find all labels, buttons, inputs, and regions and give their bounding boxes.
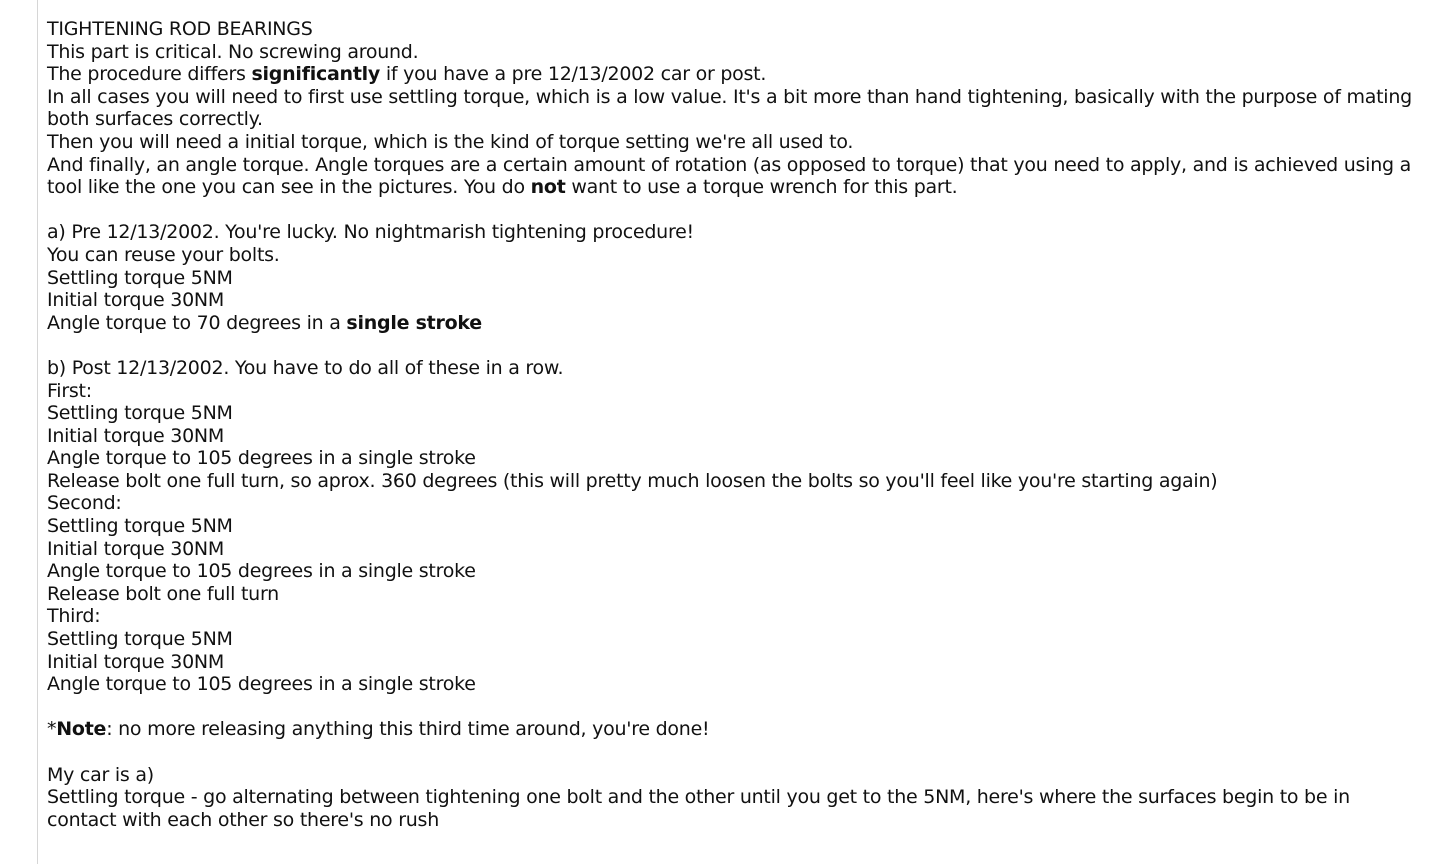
section-b-second-angle: Angle torque to 105 degrees in a single stroke <box>47 560 476 583</box>
note-prefix: * <box>47 718 57 741</box>
section-b-third-initial: Initial torque 30NM <box>47 650 225 673</box>
spacer <box>47 696 1417 719</box>
section-b-first-label: First: <box>47 379 92 402</box>
intro-line-1: This part is critical. No screwing around. <box>47 40 419 63</box>
section-a-emphasis-single-stroke: single stroke <box>346 311 482 334</box>
intro-line-2 <box>47 63 1417 86</box>
left-border-rule <box>37 0 38 864</box>
section-a-reuse: You can reuse your bolts. <box>47 243 280 266</box>
note-text: : no more releasing anything this third time around, you're done! <box>106 718 710 741</box>
section-b-third-label: Third: <box>47 605 101 628</box>
intro-emphasis-significantly: significantly <box>251 63 381 86</box>
note-line <box>47 718 1417 741</box>
post-title: TIGHTENING ROD BEARINGS <box>47 18 313 40</box>
intro-emphasis-not: not <box>530 176 566 199</box>
intro-line-4: Then you will need a initial torque, which is the kind of torque setting we're all used to. <box>47 130 854 153</box>
intro-line-3: In all cases you will need to first use settling torque, which is a low value. It's a bit more than hand tightening, basically with the purpose of mating both surfaces correctly. <box>47 85 1412 131</box>
section-b-heading: b) Post 12/13/2002. You have to do all of these in a row. <box>47 356 564 379</box>
section-b-third-settling: Settling torque 5NM <box>47 628 233 651</box>
spacer <box>47 741 1417 764</box>
intro-line-5-start: And finally, an angle torque. Angle torques are a certain amount of rotation (as opposed to torque) that you need to apply, and is achieved using a tool like the one you can see in the pictures. You do <box>47 153 1411 199</box>
post-body <box>47 18 1417 831</box>
section-b-second-settling: Settling torque 5NM <box>47 515 233 538</box>
section-b-first-release: Release bolt one full turn, so aprox. 360 degrees (this will pretty much loosen the bolts so you'll feel like you're starting again) <box>47 469 1218 492</box>
section-b-third-angle: Angle torque to 105 degrees in a single stroke <box>47 673 476 696</box>
section-b-second-label: Second: <box>47 492 122 515</box>
spacer <box>47 334 1417 357</box>
intro-line-5-end: want to use a torque wrench for this part. <box>565 176 958 199</box>
note-label: Note <box>56 718 107 741</box>
section-a-heading: a) Pre 12/13/2002. You're lucky. No nightmarish tightening procedure! <box>47 221 694 244</box>
section-a-angle <box>47 312 1417 335</box>
mycar-line-1: My car is a) <box>47 763 154 786</box>
section-b-first-settling: Settling torque 5NM <box>47 402 233 425</box>
section-b-first-angle: Angle torque to 105 degrees in a single stroke <box>47 447 476 470</box>
section-b-second-release: Release bolt one full turn <box>47 582 279 605</box>
section-b-second-initial: Initial torque 30NM <box>47 537 225 560</box>
spacer <box>47 199 1417 222</box>
intro-line-5 <box>47 154 1417 199</box>
section-a-angle-text: Angle torque to 70 degrees in a <box>47 311 347 334</box>
section-a-initial: Initial torque 30NM <box>47 289 225 312</box>
section-b-first-initial: Initial torque 30NM <box>47 424 225 447</box>
section-a-settling: Settling torque 5NM <box>47 266 233 289</box>
intro-line-2-start: The procedure differs <box>47 63 252 86</box>
mycar-line-2: Settling torque - go alternating between tightening one bolt and the other until you get to the 5NM, here's where the surfaces begin to be in contact with each other so there's no rush <box>47 786 1350 831</box>
intro-line-2-end: if you have a pre 12/13/2002 car or post. <box>380 63 767 86</box>
